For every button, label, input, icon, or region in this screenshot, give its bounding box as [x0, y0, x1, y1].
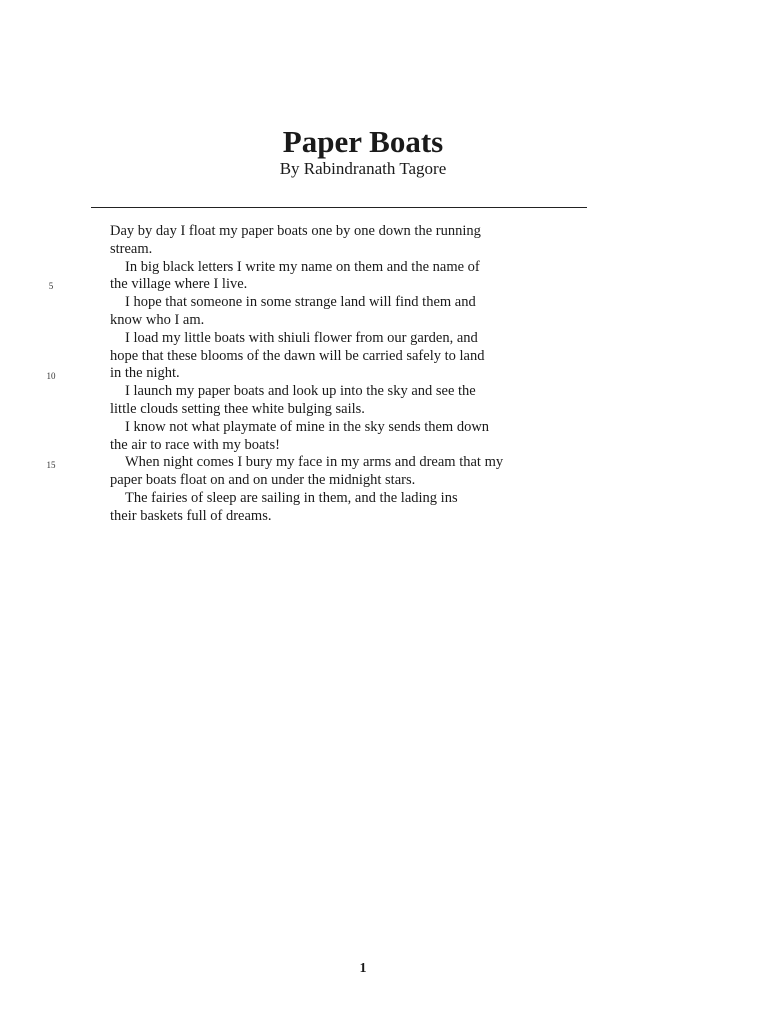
title-divider	[91, 207, 587, 208]
poem-line: Day by day I float my paper boats one by one down the running	[110, 223, 481, 239]
poem-line: I launch my paper boats and look up into the sky and see the	[125, 383, 476, 400]
poem-line: little clouds setting thee white bulging sails.	[110, 400, 365, 417]
poem-title: Paper Boats	[282, 124, 444, 159]
poem-line: the village where I live.	[110, 276, 248, 293]
poem-line: In big black letters I write my name on them and the name of	[125, 258, 480, 275]
page-number: 1	[359, 961, 367, 976]
line-number-marker: 10	[46, 371, 56, 381]
line-number-marker: 5	[48, 281, 54, 291]
poem-line: their baskets full of dreams.	[110, 507, 272, 524]
poem-line: I hope that someone in some strange land will find them and	[125, 294, 476, 311]
poem-line: I load my little boats with shiuli flower from our garden, and	[125, 329, 478, 346]
poem-line: I know not what playmate of mine in the sky sends them down	[125, 418, 490, 435]
poem-line: The fairies of sleep are sailing in them, and the lading ins	[125, 489, 458, 506]
poem-line: the air to race with my boats!	[110, 436, 280, 453]
poem-body	[110, 223, 550, 526]
poem-line: paper boats float on and on under the midnight stars.	[110, 472, 416, 489]
poem-line: When night comes I bury my face in my arms and dream that my	[125, 454, 504, 471]
poem-line: hope that these blooms of the dawn will be carried safely to land	[110, 347, 485, 364]
poem-byline: By Rabindranath Tagore	[279, 159, 447, 178]
poem-line: know who I am.	[110, 311, 205, 328]
poem-line: in the night.	[110, 365, 180, 382]
poem-line: stream.	[110, 240, 153, 257]
line-number-marker: 15	[46, 460, 56, 470]
